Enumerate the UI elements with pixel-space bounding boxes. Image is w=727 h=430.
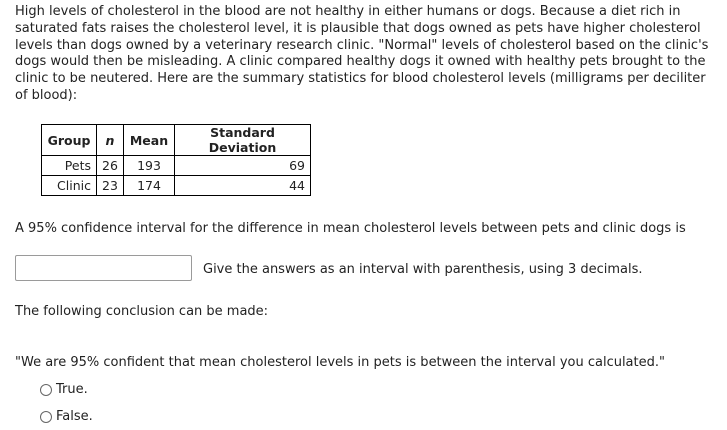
cell-sd: 69 xyxy=(175,156,311,176)
table-row xyxy=(42,156,311,176)
cell-n: 26 xyxy=(97,156,124,176)
option-true[interactable] xyxy=(40,382,88,397)
question-text: A 95% confidence interval for the difference in mean cholesterol levels between pets and clinic dogs is xyxy=(15,221,686,236)
cell-group: Clinic xyxy=(42,176,97,196)
cell-n: 23 xyxy=(97,176,124,196)
cell-mean: 174 xyxy=(124,176,175,196)
problem-intro: High levels of cholesterol in the blood are not healthy in either humans or dogs. Because a diet rich in saturated fats raises the cholesterol level, it is plausible that dogs owned as pets have higher cholesterol levels than dogs owned by a veterinary research clinic. "Normal" levels of cholesterol based on the clinic's dogs would then be misleading. A clinic compared healthy dogs it owned with healthy pets brought to the clinic to be neutered. Here are the summary statistics for blood cholesterol levels (milligrams per deciliter of blood): xyxy=(15,4,709,103)
option-false[interactable] xyxy=(40,409,93,424)
summary-statistics-table xyxy=(41,124,311,196)
header-group: Group xyxy=(42,125,97,156)
conclusion-statement: "We are 95% confident that mean cholesterol levels in pets is between the interval you calculated." xyxy=(15,355,665,370)
table-row xyxy=(42,176,311,196)
option-true-label: True. xyxy=(56,382,88,397)
radio-true[interactable] xyxy=(40,384,52,396)
option-false-label: False. xyxy=(56,409,93,424)
header-n: n xyxy=(97,125,124,156)
header-standard-deviation: Standard Deviation xyxy=(175,125,311,156)
cell-group: Pets xyxy=(42,156,97,176)
answer-hint: Give the answers as an interval with parenthesis, using 3 decimals. xyxy=(203,262,643,277)
cell-sd: 44 xyxy=(175,176,311,196)
header-mean: Mean xyxy=(124,125,175,156)
confidence-interval-input[interactable] xyxy=(15,255,192,281)
conclusion-lead: The following conclusion can be made: xyxy=(15,304,269,319)
radio-false[interactable] xyxy=(40,411,52,423)
table-header-row xyxy=(42,125,311,156)
cell-mean: 193 xyxy=(124,156,175,176)
